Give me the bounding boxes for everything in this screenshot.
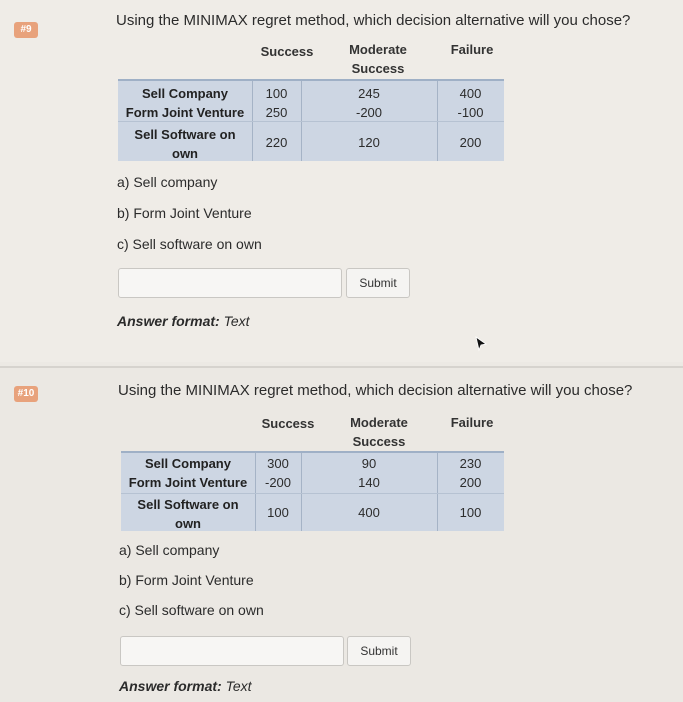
row-label-sell-software (121, 495, 255, 533)
option-c: c) Sell software on own (117, 236, 262, 252)
header-success: Success (261, 416, 315, 431)
table-cell: 220 (265, 135, 288, 150)
table-cell: 245 (358, 86, 380, 101)
option-a: a) Sell company (119, 542, 220, 558)
header-moderate-line2: Success (351, 61, 405, 76)
option-a: a) Sell company (117, 174, 218, 190)
answer-input[interactable] (120, 636, 344, 666)
answer-format (117, 313, 250, 329)
answer-format-value: Text (225, 678, 252, 694)
answer-format-label: Answer format: (117, 313, 220, 329)
table-cell: 140 (358, 475, 380, 490)
row-label-line2: own (175, 516, 201, 531)
option-b: b) Form Joint Venture (117, 205, 252, 221)
payoff-table (121, 451, 504, 531)
option-b: b) Form Joint Venture (119, 572, 254, 588)
row-label-form-joint-venture: Form Joint Venture (125, 105, 245, 120)
answer-format-value: Text (223, 313, 250, 329)
table-cell: 120 (358, 135, 380, 150)
table-cell: -200 (355, 105, 383, 120)
question-number-badge: #9 (14, 22, 38, 38)
header-moderate-success (335, 40, 421, 78)
question-number-badge: #10 (14, 386, 38, 402)
question-10 (0, 366, 683, 702)
table-cell: 90 (361, 456, 377, 471)
table-cell: 250 (265, 105, 288, 120)
table-cell: 100 (265, 86, 288, 101)
header-moderate-success (336, 413, 422, 451)
table-cell: 230 (459, 456, 482, 471)
table-cell: -200 (264, 475, 292, 490)
answer-input[interactable] (118, 268, 342, 298)
table-cell: -100 (457, 105, 484, 120)
payoff-table (118, 79, 504, 161)
answer-format (119, 678, 252, 694)
table-cell: 200 (459, 475, 482, 490)
mouse-pointer-icon (474, 336, 488, 352)
row-label-line1: Sell Software on (137, 497, 239, 512)
table-cell: 400 (459, 86, 482, 101)
row-label-form-joint-venture: Form Joint Venture (128, 475, 248, 490)
row-label-line1: Sell Software on (134, 127, 236, 142)
header-moderate-line2: Success (352, 434, 406, 449)
row-label-sell-company: Sell Company (145, 456, 231, 471)
row-label-sell-software (118, 125, 252, 163)
submit-button[interactable]: Submit (347, 636, 411, 666)
header-failure: Failure (450, 415, 494, 430)
table-cell: 100 (267, 505, 289, 520)
table-cell: 400 (358, 505, 380, 520)
header-success: Success (260, 44, 314, 59)
table-cell: 200 (459, 135, 482, 150)
submit-button[interactable]: Submit (346, 268, 410, 298)
table-cell: 300 (267, 456, 289, 471)
option-c: c) Sell software on own (119, 602, 264, 618)
row-label-sell-company: Sell Company (142, 86, 228, 101)
header-failure: Failure (450, 42, 494, 57)
answer-format-label: Answer format: (119, 678, 222, 694)
header-moderate-line1: Moderate (349, 42, 407, 57)
header-moderate-line1: Moderate (350, 415, 408, 430)
question-prompt: Using the MINIMAX regret method, which decision alternative will you chose? (118, 382, 633, 399)
question-prompt: Using the MINIMAX regret method, which decision alternative will you chose? (116, 12, 631, 29)
table-cell: 100 (459, 505, 482, 520)
row-label-line2: own (172, 146, 198, 161)
